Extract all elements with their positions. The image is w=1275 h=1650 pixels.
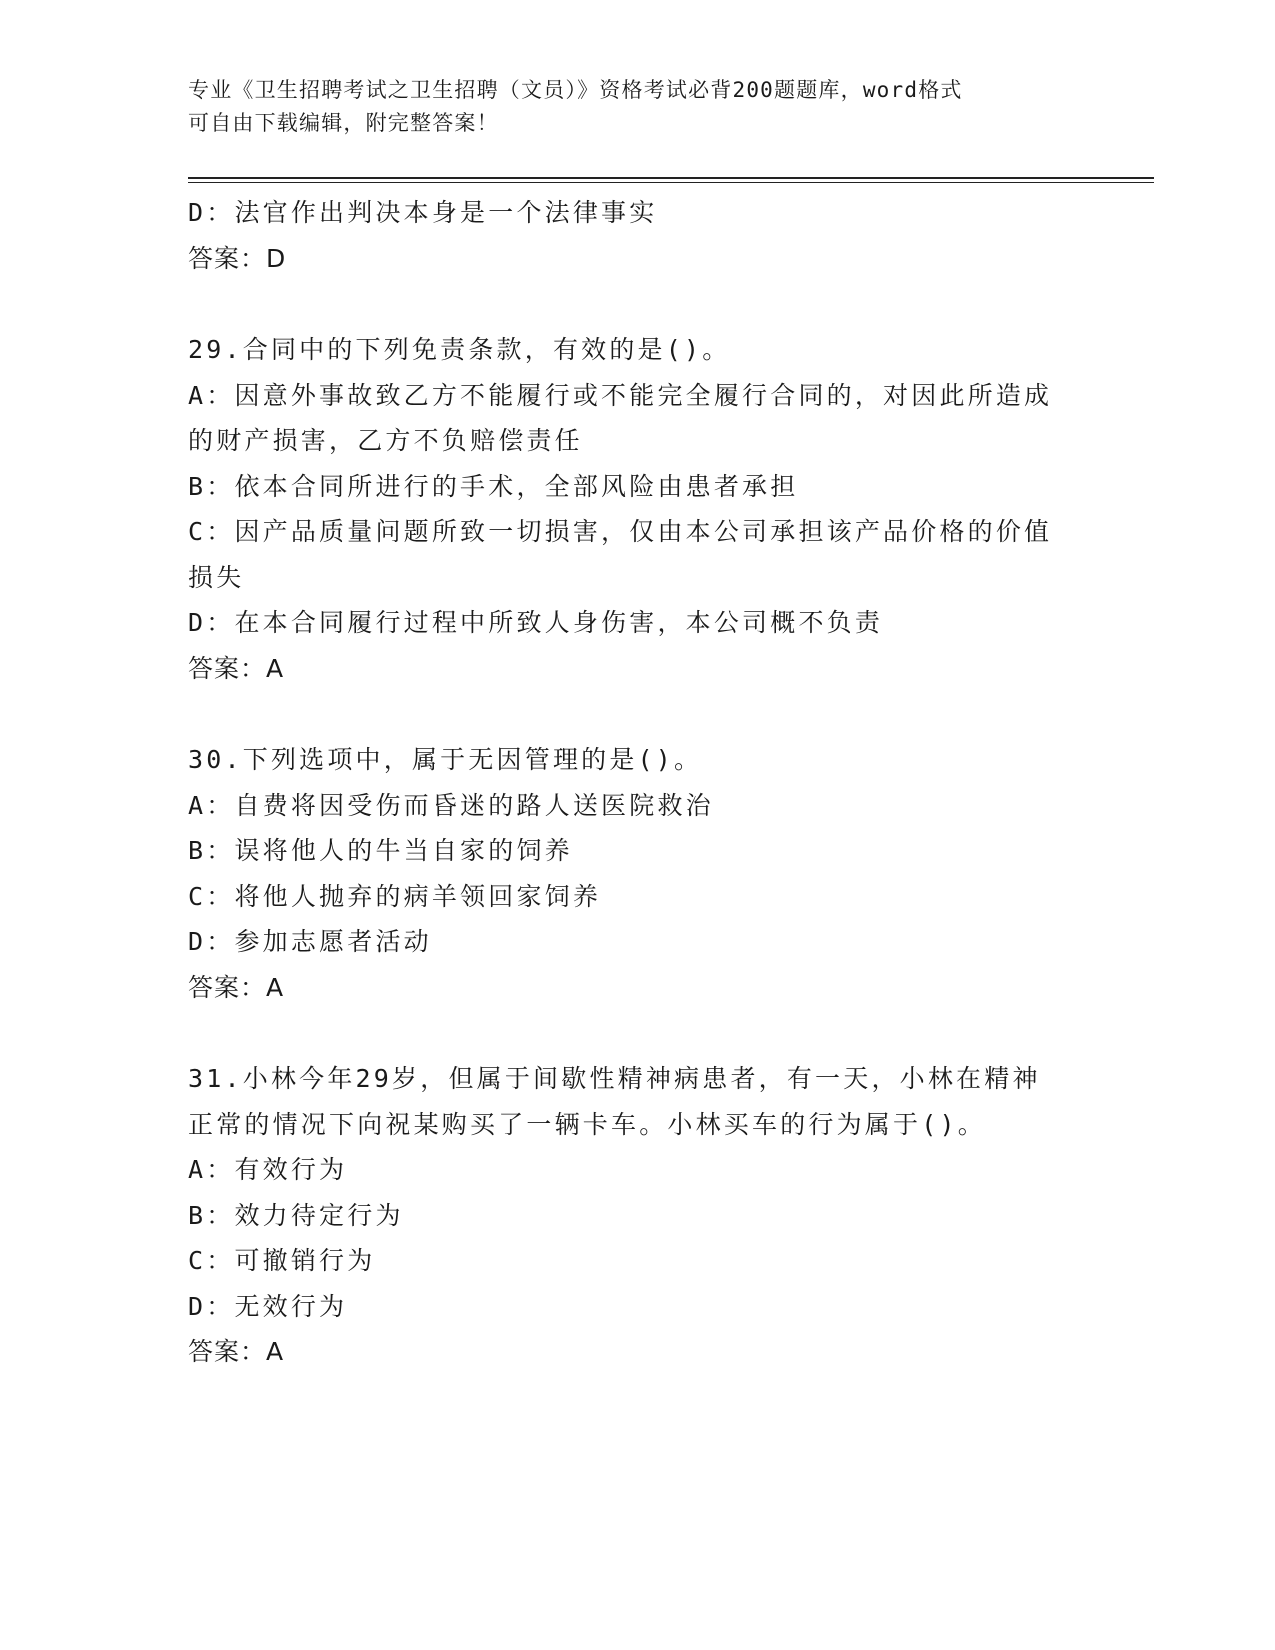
option-d: D：无效行为	[188, 1291, 348, 1321]
spacer	[188, 281, 1088, 327]
option-d: D：参加志愿者活动	[188, 927, 432, 956]
option-a: A：有效行为	[188, 1155, 348, 1184]
option-b: B：效力待定行为	[188, 1200, 404, 1230]
header-title-line-1: 专业《卫生招聘考试之卫生招聘（文员）》资格考试必背200题题库，word格式	[188, 78, 963, 102]
header-rule-thick	[188, 177, 1154, 179]
question-stem-continued: 正常的情况下向祝某购买了一辆卡车。小林买车的行为属于()。	[188, 1109, 986, 1139]
spacer	[188, 1010, 1088, 1056]
question-stem: 29.合同中的下列免责条款，有效的是()。	[188, 335, 731, 364]
question-29	[188, 327, 1088, 691]
question-stem: 31.小林今年29岁，但属于间歇性精神病患者，有一天，小林在精神	[188, 1064, 1041, 1093]
answer-label: 答案：D	[188, 243, 287, 273]
option-a-continued: 的财产损害，乙方不负赔偿责任	[188, 426, 583, 455]
question-28-tail	[188, 190, 1088, 281]
question-30	[188, 737, 1088, 1010]
option-b: B：误将他人的牛当自家的饲养	[188, 836, 573, 865]
answer-label: 答案：A	[188, 653, 285, 683]
page-header	[188, 74, 1078, 140]
option-c-continued: 损失	[188, 562, 245, 592]
option-c: C：因产品质量问题所致一切损害，仅由本公司承担该产品价格的价值	[188, 517, 1053, 546]
option-a: A：因意外事故致乙方不能履行或不能完全履行合同的，对因此所造成	[188, 380, 1053, 410]
answer-label: 答案：A	[188, 972, 285, 1002]
option-d: D：法官作出判决本身是一个法律事实	[188, 198, 658, 227]
spacer	[188, 691, 1088, 737]
answer-label: 答案：A	[188, 1337, 285, 1366]
option-c: C：将他人抛弃的病羊领回家饲养	[188, 881, 602, 911]
header-rule-thin	[188, 182, 1154, 183]
option-c: C：可撤销行为	[188, 1246, 376, 1275]
question-31	[188, 1056, 1088, 1375]
option-a: A：自费将因受伤而昏迷的路人送医院救治	[188, 790, 714, 820]
option-b: B：依本合同所进行的手术，全部风险由患者承担	[188, 471, 799, 501]
header-title-line-2: 可自由下载编辑，附完整答案！	[188, 111, 499, 135]
question-stem: 30.下列选项中，属于无因管理的是()。	[188, 745, 703, 774]
question-list	[188, 190, 1088, 1375]
option-d: D：在本合同履行过程中所致人身伤害，本公司概不负责	[188, 608, 884, 637]
